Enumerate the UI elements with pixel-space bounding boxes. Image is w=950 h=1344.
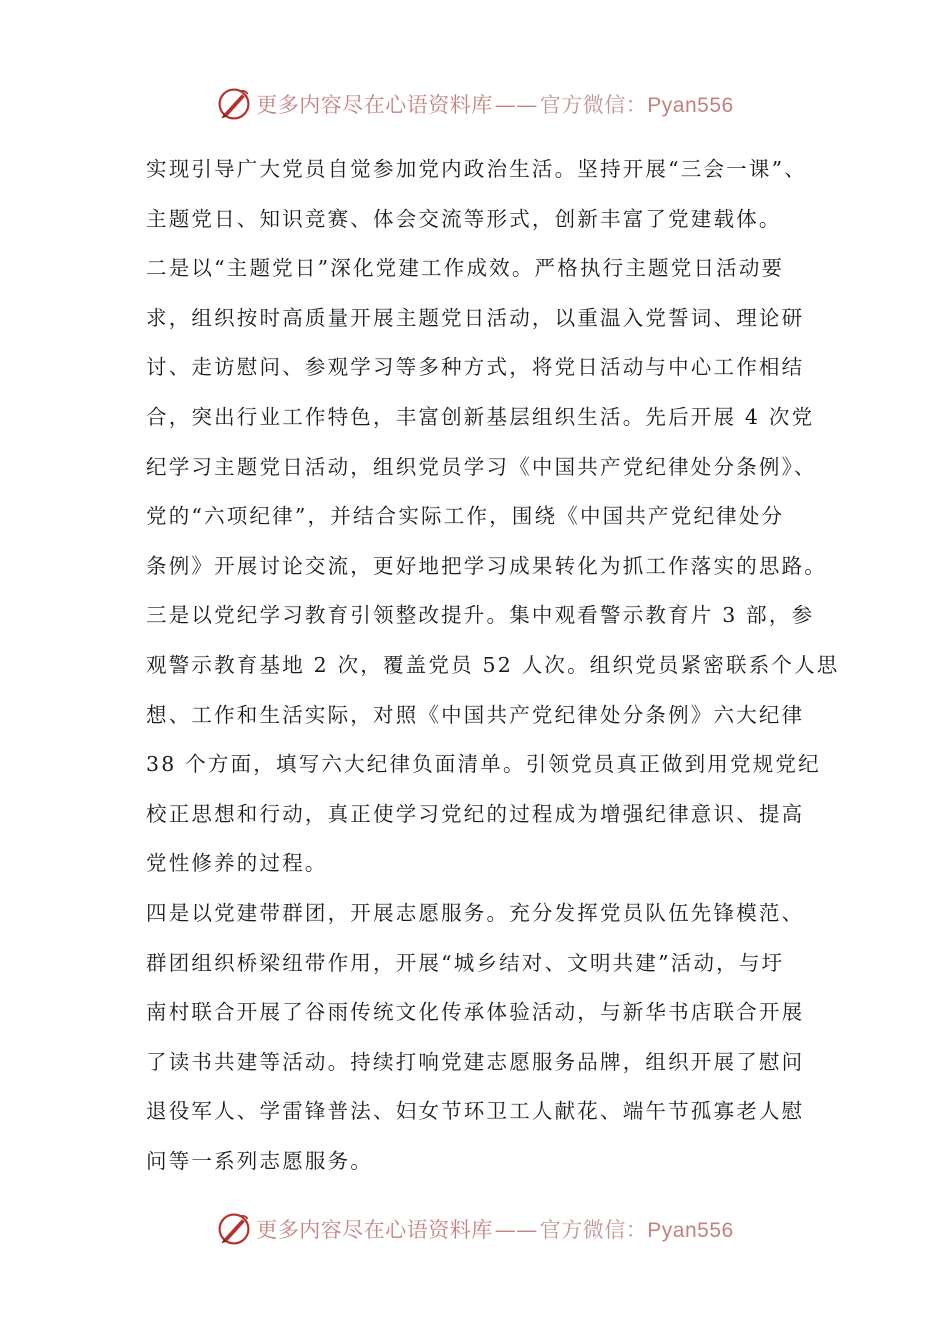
- text-line: 退役军人、学雷锋普法、妇女节环卫工人献花、端午节孤寡老人慰: [146, 1099, 805, 1124]
- watermark-label: 官方微信：: [539, 93, 648, 117]
- watermark-site: 更多内容尽在心语资料库: [256, 93, 493, 117]
- text-line: 问等一系列志愿服务。: [146, 1148, 373, 1173]
- text-line: 纪学习主题党日活动，组织党员学习《中国共产党纪律处分条例》、: [146, 454, 817, 479]
- text-line: 合，突出行业工作特色，丰富创新基层组织生活。先后开展 4 次党: [146, 404, 815, 429]
- text-line: 观警示教育基地 2 次，覆盖党员 52 人次。组织党员紧密联系个人思: [146, 652, 840, 677]
- text-line: 校正思想和行动，真正使学习党纪的过程成为增强纪律意识、提高: [146, 801, 805, 826]
- text-line: 想、工作和生活实际，对照《中国共产党纪律处分条例》六大纪律: [146, 702, 805, 727]
- text-line: 了读书共建等活动。持续打响党建志愿服务品牌，组织开展了慰问: [146, 1049, 805, 1074]
- footer-watermark: [0, 1209, 950, 1249]
- watermark-account: Pyan556: [647, 94, 734, 117]
- text-line: 南村联合开展了谷雨传统文化传承体验活动，与新华书店联合开展: [146, 1000, 805, 1025]
- text-line: 党性修养的过程。: [146, 851, 328, 876]
- watermark-text: [256, 1214, 733, 1244]
- text-line: 三是以党纪学习教育引领整改提升。集中观看警示教育片 3 部，参: [146, 603, 815, 628]
- text-line: 实现引导广大党员自觉参加党内政治生活。坚持开展“三会一课”、: [146, 157, 807, 181]
- text-line: 二是以“主题党日”深化党建工作成效。严格执行主题党日活动要: [146, 256, 785, 281]
- watermark-label: 官方微信：: [539, 1218, 648, 1242]
- watermark-text: [256, 89, 733, 119]
- text-line: 求，组织按时高质量开展主题党日活动，以重温入党誓词、理论研: [146, 305, 805, 330]
- watermark-dash: ——: [494, 1218, 538, 1242]
- watermark-account: Pyan556: [647, 1219, 734, 1242]
- text-line: 条例》开展讨论交流，更好地把学习成果转化为抓工作落实的思路。: [146, 553, 827, 578]
- text-line: 讨、走访慰问、参观学习等多种方式，将党日活动与中心工作相结: [146, 355, 805, 380]
- watermark-site: 更多内容尽在心语资料库: [256, 1218, 493, 1242]
- watermark-dash: ——: [494, 93, 538, 117]
- pen-circle-logo-icon: [216, 1211, 252, 1247]
- header-watermark: [0, 84, 950, 124]
- text-line: 四是以党建带群团，开展志愿服务。充分发挥党员队伍先锋模范、: [146, 900, 805, 925]
- pen-circle-logo-icon: [216, 86, 252, 122]
- document-body: [146, 145, 840, 1186]
- text-line: 38 个方面，填写六大纪律负面清单。引领党员真正做到用党规党纪: [146, 752, 821, 777]
- text-line: 党的“六项纪律”，并结合实际工作，围绕《中国共产党纪律处分: [146, 504, 785, 529]
- text-line: 主题党日、知识竞赛、体会交流等形式，创新丰富了党建载体。: [146, 206, 782, 231]
- text-line: 群团组织桥梁纽带作用，开展“城乡结对、文明共建”活动，与圩: [146, 950, 785, 975]
